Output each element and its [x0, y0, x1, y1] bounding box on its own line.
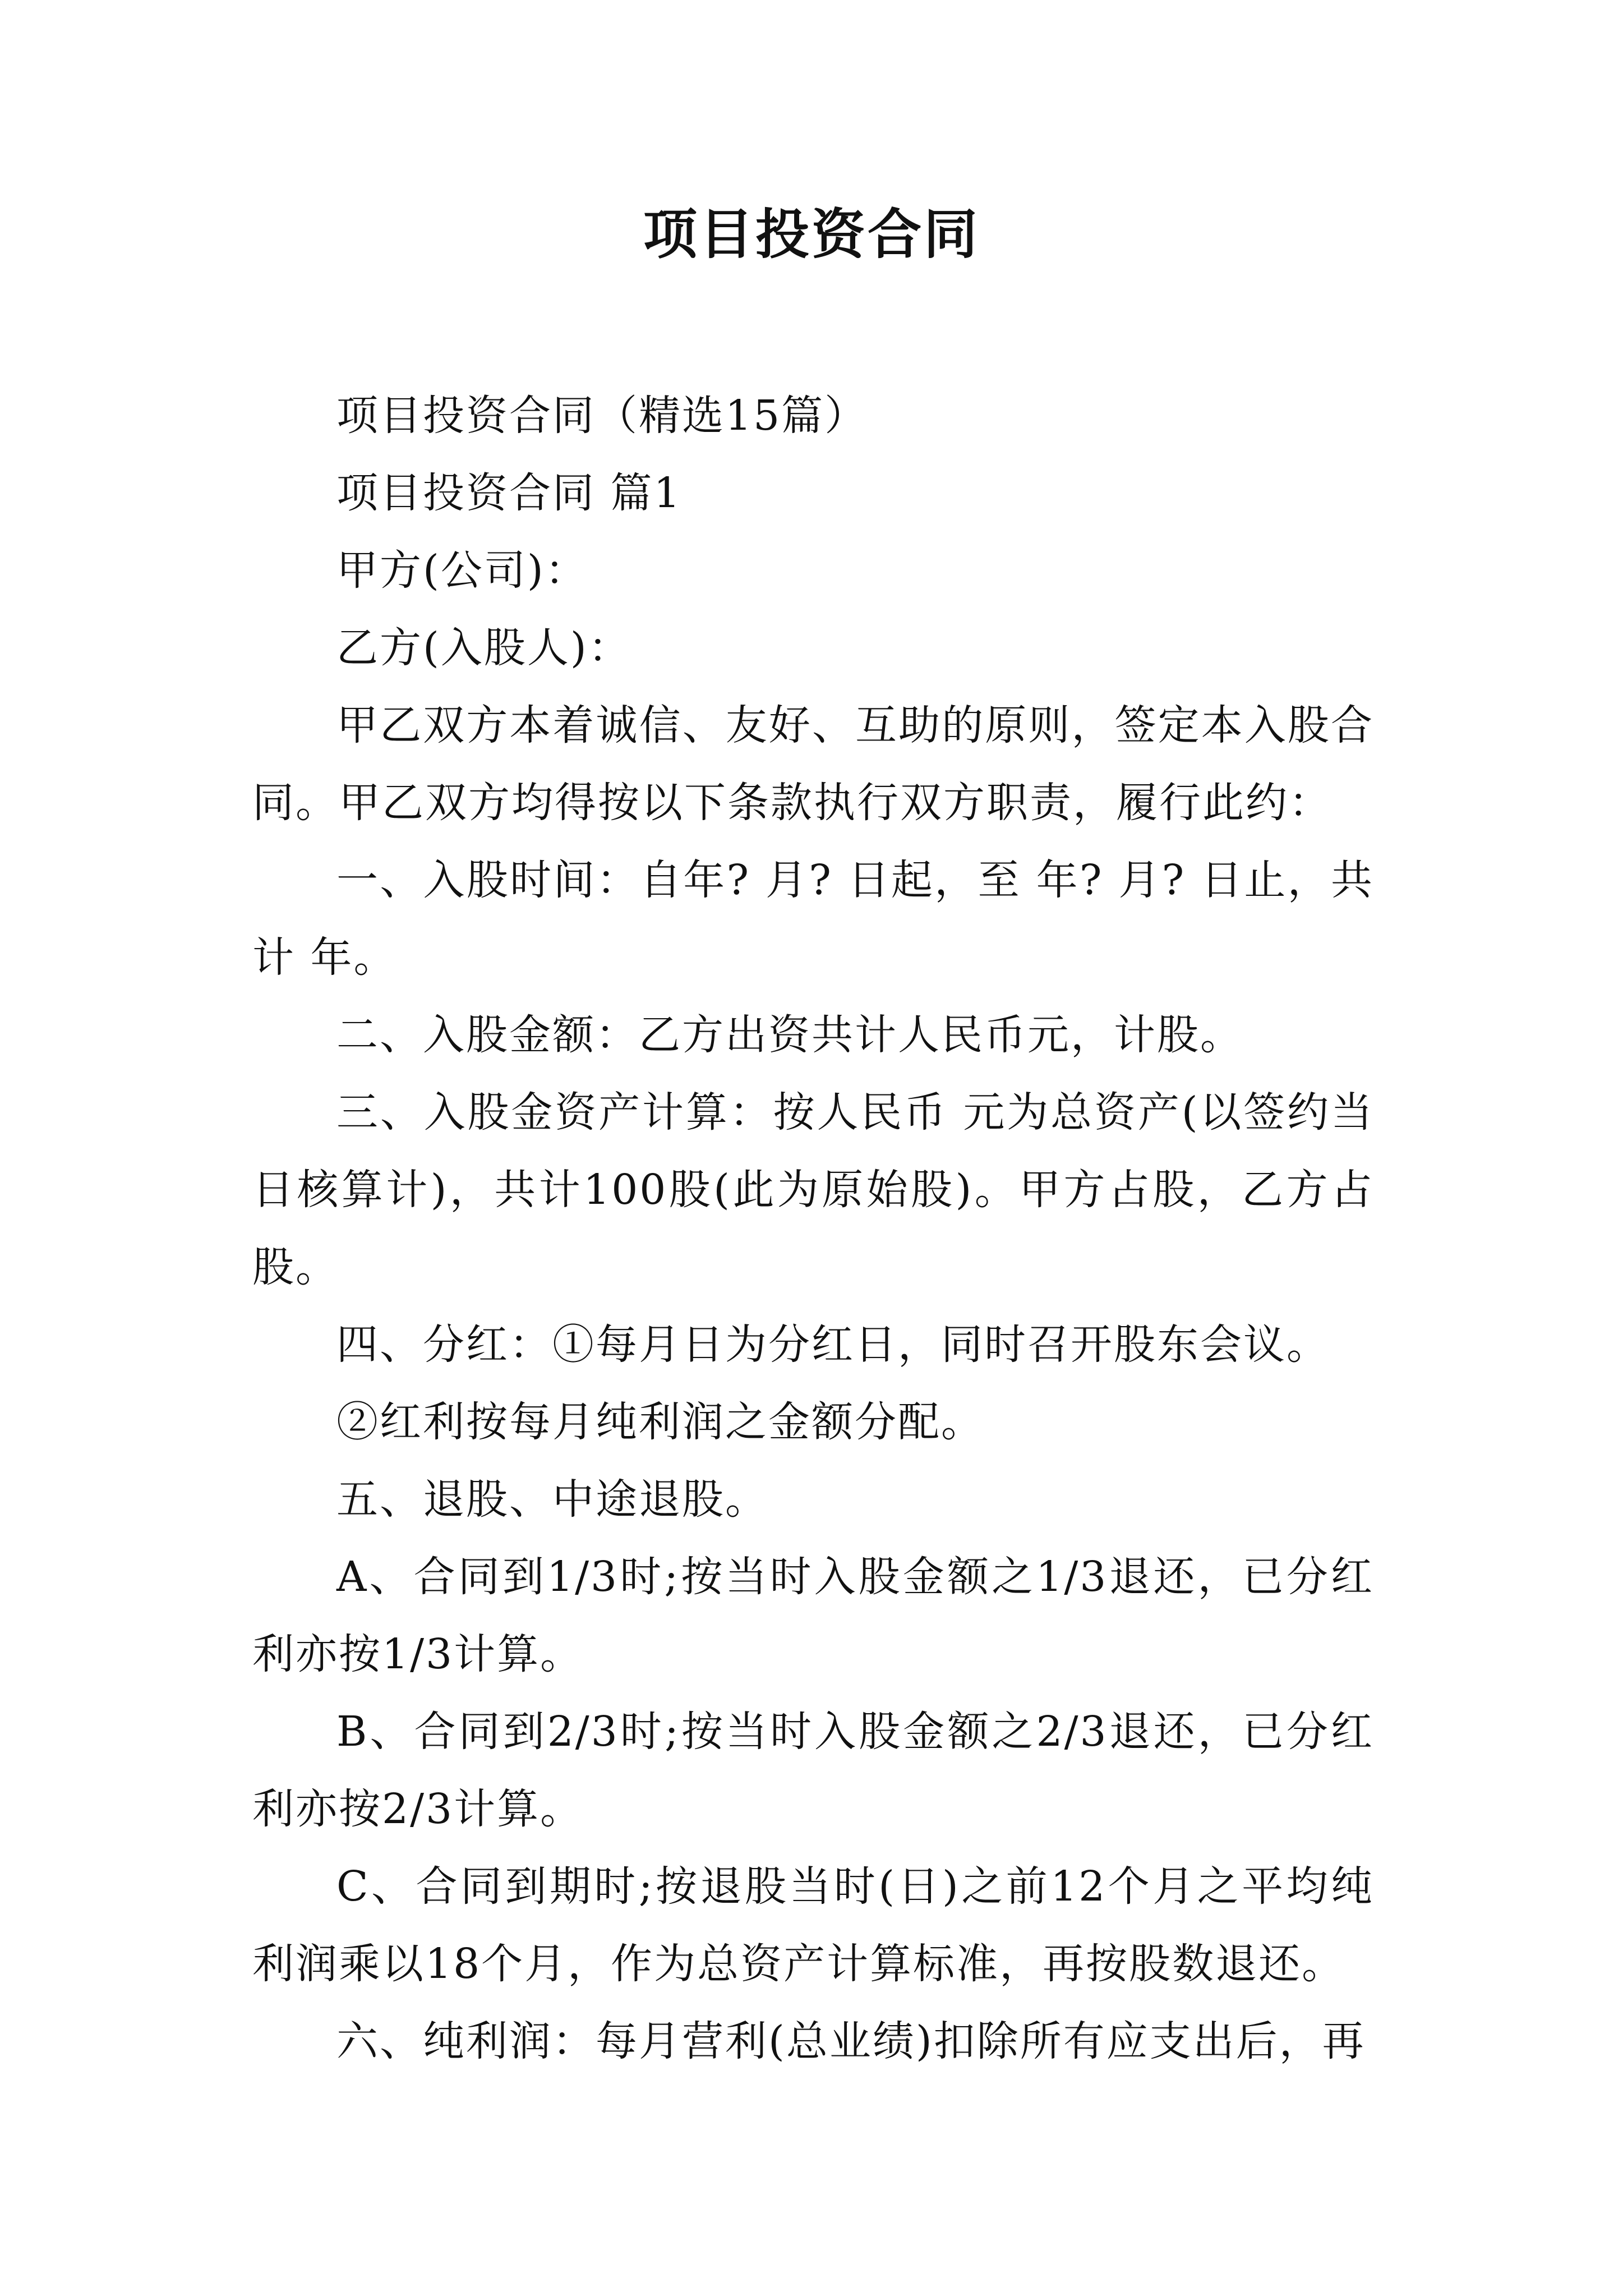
- paragraph-5: 甲乙双方本着诚信、友好、互助的原则，签定本入股合同。甲乙双方均得按以下条款执行双方职责，履行此约：: [252, 701, 1374, 827]
- paragraph-13: B、合同到2/3时;按当时入股金额之2/3退还，已分红利亦按2/3计算。: [252, 1708, 1374, 1833]
- document-title: 项目投资合同: [643, 203, 980, 266]
- paragraph-2: 项目投资合同 篇1: [336, 469, 682, 517]
- paragraph-7: 二、入股金额：乙方出资共计人民币元，计股。: [336, 1011, 1243, 1059]
- document-body: [252, 377, 1374, 2080]
- paragraph-10: ②红利按每月纯利润之金额分配。: [336, 1398, 984, 1446]
- paragraph-1: 项目投资合同（精选15篇）: [336, 392, 868, 440]
- paragraph-4: 乙方(入股人)：: [336, 624, 631, 672]
- paragraph-8: 三、入股金资产计算：按人民币 元为总资产(以签约当日核算计)，共计100股(此为原始股)。甲方占股，乙方占股。: [252, 1088, 1374, 1291]
- paragraph-12: A、合同到1/3时;按当时入股金额之1/3退还，已分红利亦按1/3计算。: [252, 1553, 1374, 1678]
- paragraph-9: 四、分红：①每月日为分红日，同时召开股东会议。: [336, 1320, 1330, 1369]
- paragraph-15: 六、纯利润：每月营利(总业绩)扣除所有应支出后，再: [336, 2017, 1366, 2065]
- paragraph-3: 甲方(公司)：: [336, 546, 588, 595]
- paragraph-6: 一、入股时间：自年? 月? 日起，至 年? 月? 日止，共计 年。: [252, 856, 1374, 982]
- paragraph-11: 五、退股、中途退股。: [336, 1475, 768, 1524]
- paragraph-14: C、合同到期时;按退股当时(日)之前12个月之平均纯利润乘以18个月，作为总资产计算标准，再按股数退还。: [252, 1862, 1374, 1988]
